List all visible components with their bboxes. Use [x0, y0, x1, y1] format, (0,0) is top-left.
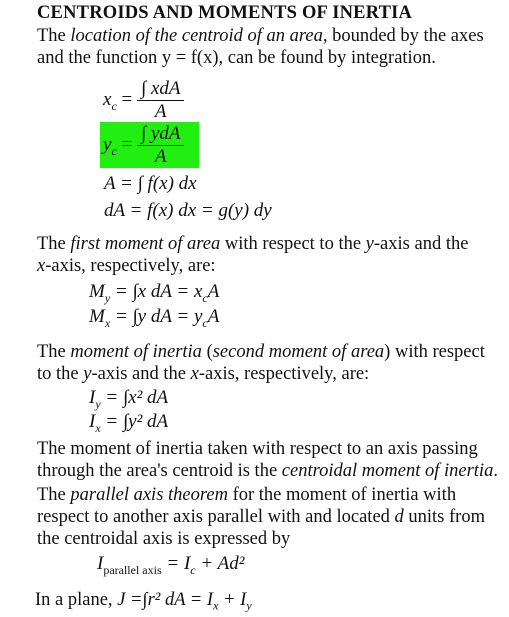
- parallel-line-2: [37, 506, 485, 528]
- text: .: [493, 461, 498, 481]
- second-moment-line-2: [37, 363, 369, 385]
- ix-equation: $I_x = \int y^2$ dA: [89, 411, 169, 435]
- text: -axis, respectively, are:: [198, 364, 370, 384]
- da-equation: dA = f(x) dx = g(y) dy: [104, 200, 272, 221]
- mx-equation: $M_x = \int y$ dA = $y_cA$: [89, 306, 220, 330]
- xc-denominator: A: [154, 101, 167, 122]
- centroidal-line-2: [37, 460, 498, 482]
- plane-line: In a plane, J =∫r² dA = $I_x + I_y$: [35, 590, 252, 613]
- term: parallel axis theorem: [70, 485, 228, 505]
- iy-rhs: = ∫x² dA: [105, 387, 169, 408]
- text: through the area's centroid is the: [37, 461, 282, 481]
- text: -axis and the: [373, 234, 469, 254]
- intro-text: The: [37, 26, 71, 46]
- iy-equation: $I_y = \int x^2$ dA: [89, 387, 169, 411]
- text: In a plane,: [35, 590, 118, 610]
- ix-rhs: = ∫y² dA: [105, 411, 169, 432]
- first-moment-line-1: [37, 233, 468, 255]
- symbol: J: [117, 590, 126, 610]
- parallel-subscript: parallel axis: [103, 562, 162, 577]
- text: ) with respect: [384, 342, 485, 362]
- second-moment-line-1: [37, 341, 485, 363]
- yc-symbol: $y_c$: [103, 133, 117, 158]
- intro-term: location of the centroid of an area: [70, 26, 323, 46]
- xc-symbol: $x_c$: [103, 88, 117, 113]
- page-title: CENTROIDS AND MOMENTS OF INERTIA: [37, 3, 413, 23]
- term: centroidal moment of inertia: [281, 461, 494, 481]
- text: The: [37, 485, 71, 505]
- term: first moment of area: [70, 234, 221, 254]
- axis-letter: x: [190, 364, 199, 384]
- text: The: [37, 234, 71, 254]
- xc-numerator: ∫ xdA: [137, 79, 185, 101]
- my-equation: $M_y = \int x$ dA = $x_cA$: [89, 281, 220, 305]
- axis-letter: y: [365, 234, 374, 254]
- parallel-rhs-2: + Ad²: [195, 553, 245, 574]
- text: units from: [403, 507, 485, 527]
- text: (: [201, 342, 213, 362]
- xc-equation: $x_c$ = $\frac{\text{∫ xdA}}{A}$: [103, 79, 184, 122]
- intro-line-2: and the function y = f(x), can be found by integration.: [37, 48, 436, 68]
- parallel-line-1: [37, 484, 456, 506]
- yc-denominator: A: [154, 146, 167, 167]
- yc-fraction: [137, 124, 185, 167]
- intro-text: , bounded by the axes: [322, 26, 484, 46]
- term: second moment of area: [212, 342, 385, 362]
- text: with respect to the: [220, 234, 366, 254]
- text: respect to another axis parallel with and located: [37, 507, 395, 527]
- plane-rhs-2: + I: [218, 590, 247, 610]
- text: The: [37, 342, 71, 362]
- mx-rhs: = ∫y dA = y: [114, 306, 203, 327]
- text: -axis and the: [91, 364, 191, 384]
- distance-letter: d: [394, 507, 404, 527]
- text: for the moment of inertia with: [227, 485, 457, 505]
- yc-equation: $y_c$ = $\frac{\text{∫ ydA}}{A}$: [103, 124, 184, 167]
- xc-fraction: [137, 79, 185, 122]
- term: moment of inertia: [70, 342, 202, 362]
- axis-letter: y: [83, 364, 92, 384]
- text: -axis, respectively, are:: [45, 256, 216, 276]
- my-rhs: = ∫x dA = x: [114, 281, 203, 302]
- parallel-axis-equation: $I_{parallel axis} = I_c + Ad^2$: [97, 553, 245, 577]
- centroidal-line-1: The moment of inertia taken with respect to an axis passing: [37, 439, 478, 459]
- yc-numerator: ∫ ydA: [137, 124, 185, 146]
- intro-line-1: [37, 25, 484, 47]
- text: to the: [37, 364, 84, 384]
- parallel-rhs: = I: [166, 553, 191, 574]
- axis-letter: x: [37, 256, 46, 276]
- parallel-line-3: the centroidal axis is expressed by: [37, 529, 291, 549]
- area-equation: A = ∫ f(x) dx: [104, 173, 197, 194]
- first-moment-line-2: [37, 255, 216, 277]
- plane-rhs: =∫r² dA = I: [125, 590, 214, 610]
